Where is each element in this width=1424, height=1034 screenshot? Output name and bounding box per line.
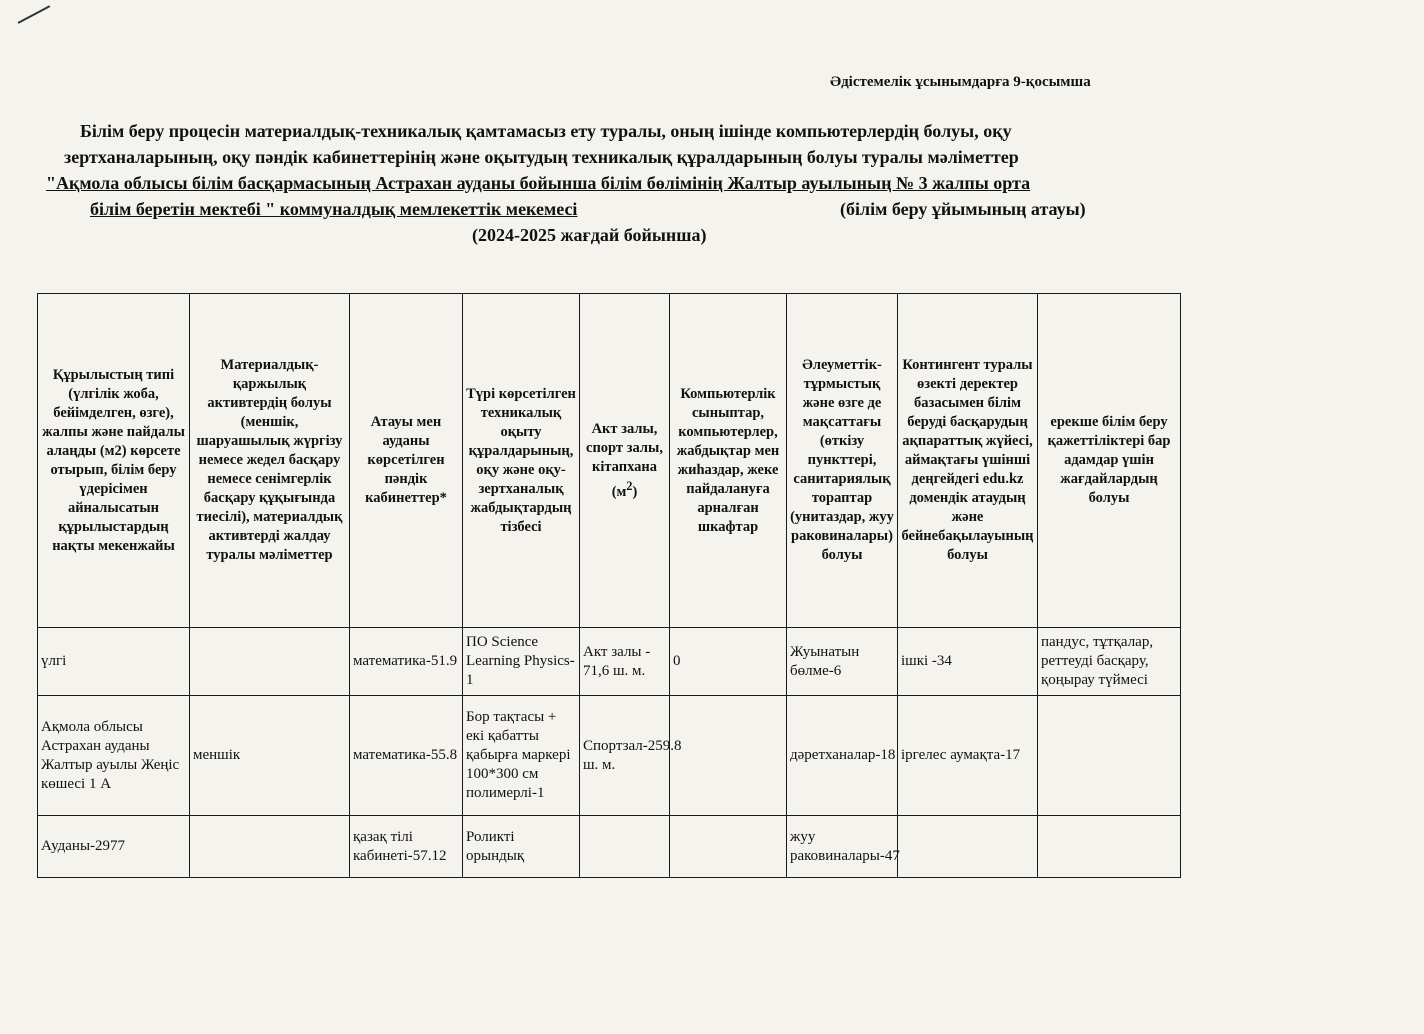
table-cell: ішкі -34 <box>898 628 1038 696</box>
document-title <box>40 118 1180 248</box>
table-cell: Жуынатын бөлме-6 <box>787 628 898 696</box>
header-halls-unit: (м <box>611 483 627 500</box>
table-cell: Акт залы - 71,6 ш. м. <box>580 628 670 696</box>
table-cell <box>1038 696 1181 816</box>
header-subject-rooms: Атауы мен ауданы көрсетілген пәндік кабинеттер* <box>350 294 463 628</box>
table-cell <box>898 816 1038 878</box>
header-special-needs: ерекше білім беру қажеттіліктері бар адамдар үшін жағдайлардың болуы <box>1038 294 1181 628</box>
header-teaching-equipment: Түрі көрсетілген техникалық оқыту құралдарының, оқу және оқу-зертханалық жабдықтардың тізбесі <box>463 294 580 628</box>
table-cell: пандус, тұтқалар, реттеуді басқару, қоңырау түймесі <box>1038 628 1181 696</box>
table-cell: Бор тақтасы + екі қабатты қабырға маркері 100*300 см полимерлі-1 <box>463 696 580 816</box>
table-cell: іргелес аумақта-17 <box>898 696 1038 816</box>
table-cell: математика-55.8 <box>350 696 463 816</box>
header-social-facilities: Әлеуметтік-тұрмыстық және өзге де мақсаттағы (өткізу пункттері, санитариялық тораптар (унитаздар, жуу раковиналары) болуы <box>787 294 898 628</box>
header-computer-classes: Компьютерлік сыныптар, компьютерлер, жабдықтар мен жиһаздар, жеке пайдалануға арналған шкафтар <box>670 294 787 628</box>
organization-name-label: (білім беру ұйымының атауы) <box>840 199 1086 219</box>
appendix-label: Әдістемелік ұсынымдарға 9-қосымша <box>830 74 1091 90</box>
header-halls-unit-sup: 2 <box>626 478 633 493</box>
table-row <box>38 628 1181 696</box>
table-cell: Роликті орындық <box>463 816 580 878</box>
table-cell: Ақмола облысы Астрахан ауданы Жалтыр ауылы Жеңіс көшесі 1 А <box>38 696 190 816</box>
header-building-type: Құрылыстың типі (үлгілік жоба, бейімделген, өзге), жалпы және пайдалы алаңды (м2) көрсете отырып, білім беру үдерісімен айналысатын құрылыстардың нақты мекенжайы <box>38 294 190 628</box>
scan-pen-mark <box>18 5 51 24</box>
table-cell: ПО Science Learning Physics-1 <box>463 628 580 696</box>
material-technical-table <box>37 293 1181 878</box>
title-date: (2024-2025 жағдай бойынша) <box>472 225 707 245</box>
table-cell: дәретханалар-18 <box>787 696 898 816</box>
header-halls <box>580 294 670 628</box>
table-cell <box>670 696 787 816</box>
organization-name: білім беретін мектебі " коммуналдық мемлекеттік мекемесі <box>90 199 578 219</box>
table-header-row <box>38 294 1181 628</box>
title-line-2: зертханаларының, оқу пәндік кабинеттерінің және оқытудың техникалық құралдарының болуы туралы мәліметтер <box>64 147 1019 167</box>
title-line-1: Білім беру процесін материалдық-техникалық қамтамасыз ету туралы, оның ішінде компьютерлердің болуы, оқу <box>80 121 1012 141</box>
table-cell: қазақ тілі кабинеті-57.12 <box>350 816 463 878</box>
header-halls-unit-close: ) <box>632 483 638 500</box>
header-info-system: Контингент туралы өзекті деректер базасымен білім беруді басқарудың ақпараттық жүйесі, аймақтағы үшінші деңгейдегі edu.kz домендік атаудың және бейнебақылауының болуы <box>898 294 1038 628</box>
table-cell <box>190 628 350 696</box>
table-cell <box>670 816 787 878</box>
table-cell <box>1038 816 1181 878</box>
table-cell: Ауданы-2977 <box>38 816 190 878</box>
header-halls-text: Акт залы, спорт залы, кітапхана <box>586 420 663 475</box>
table-cell: Спортзал-259.8 ш. м. <box>580 696 670 816</box>
title-line-3: "Ақмола облысы білім басқармасының Астрахан ауданы бойынша білім бөлімінің Жалтыр ауылының № 3 жалпы орта <box>46 173 1031 193</box>
table-cell: 0 <box>670 628 787 696</box>
table-cell: меншік <box>190 696 350 816</box>
table-row <box>38 696 1181 816</box>
table-cell: үлгі <box>38 628 190 696</box>
title-line-4 <box>40 196 1180 222</box>
table-cell: жуу раковиналары-47 <box>787 816 898 878</box>
header-material-assets: Материалдық-қаржылық активтердің болуы (меншік, шаруашылық жүргізу немесе жедел басқару немесе сенімгерлік басқару құқығында тиесілі), материалдық активтерді жалдау туралы мәліметтер <box>190 294 350 628</box>
table-cell: математика-51.9 <box>350 628 463 696</box>
table-row <box>38 816 1181 878</box>
table-cell <box>580 816 670 878</box>
table-cell <box>190 816 350 878</box>
